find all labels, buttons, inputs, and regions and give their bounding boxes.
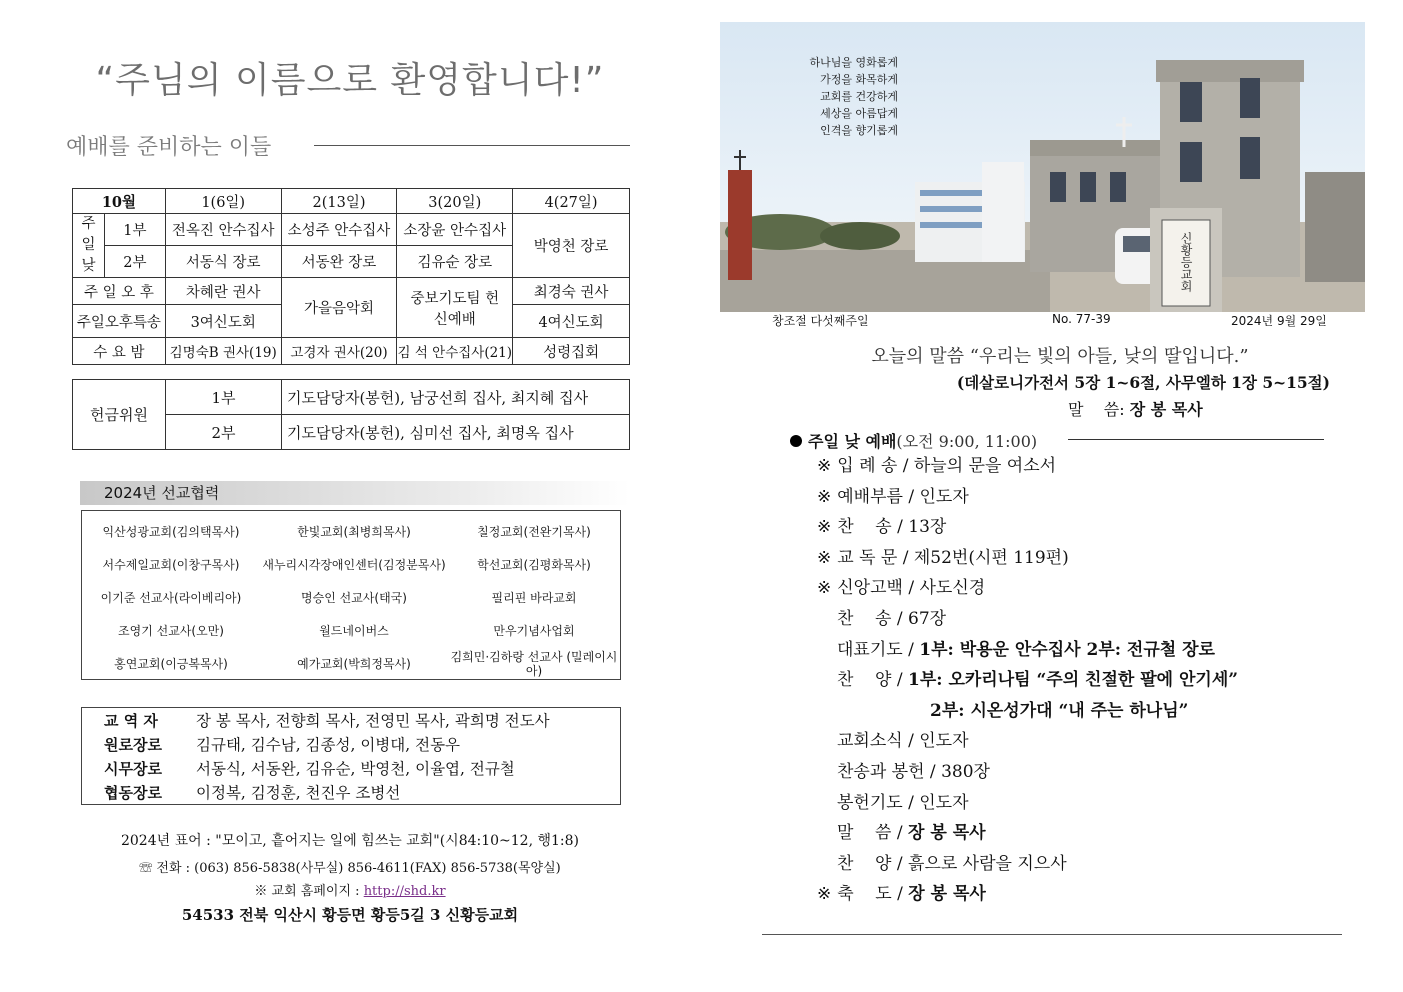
staff-names: 이정복, 김정훈, 천진우 조병선 (196, 784, 401, 802)
motto-line: 하나님을 영화롭게 (809, 56, 898, 69)
bullet-icon (790, 435, 802, 447)
sunday-label-char: 일 (81, 237, 96, 253)
order-item-name: 봉헌기도 (837, 792, 903, 813)
staff-label: 시무장로 (104, 760, 162, 778)
standing-mark: ※ (817, 456, 832, 476)
order-separator: / (902, 792, 920, 813)
order-item-name: 입 례 송 (837, 456, 898, 476)
worship-order-item (837, 729, 969, 753)
order-item-content: 사도신경 (919, 578, 986, 599)
week-header: 2(13일) (281, 189, 397, 214)
order-item-name: 대표기도 (837, 639, 903, 660)
order-separator: / (891, 670, 909, 691)
homepage-line (60, 880, 640, 899)
mission-partner: 새누리시각장애인센터(김정분목사) (262, 557, 446, 572)
offering-names: 기도담당자(봉헌), 남궁선희 집사, 최지혜 집사 (282, 380, 630, 415)
order-item-content: 인도자 (919, 731, 969, 752)
church-sign-text: 신황등교회 (1179, 232, 1193, 292)
staff-label: 협동장로 (104, 784, 162, 802)
worship-order-item (837, 638, 1215, 662)
motto-line: 세상을 아름답게 (820, 107, 898, 120)
schedule-cell: 중보기도팀 헌신예배 (397, 278, 513, 338)
mission-partner: 예가교회(박희정목사) (297, 656, 411, 671)
schedule-cell: 성령집회 (513, 338, 630, 365)
order-item-content: 1부: 오카리나팀 “주의 친절한 팔에 안기세” (908, 670, 1239, 691)
schedule-cell: 차혜란 권사 (165, 278, 281, 305)
schedule-cell: 소장윤 안수집사 (397, 214, 513, 246)
section-heading-preparers: 예배를 준비하는 이들 (66, 135, 272, 160)
motto-line: 인격을 향기롭게 (820, 124, 898, 137)
bottom-divider (762, 934, 1342, 935)
mission-partners-box (81, 510, 621, 680)
order-item-content: 380장 (941, 762, 990, 782)
mission-partner: 서수제일교회(이창구목사) (102, 557, 240, 572)
mission-partner: 칠정교회(전완기목사) (477, 524, 591, 539)
mission-partner: 조영기 선교사(오만) (118, 623, 224, 638)
order-separator: / (902, 578, 920, 599)
schedule-cell: 최경숙 권사 (513, 278, 630, 305)
order-separator: / (891, 517, 909, 538)
order-separator: / (891, 853, 909, 874)
schedule-cell: 김 석 안수집사(21) (397, 338, 513, 365)
service-time: (오전 9:00, 11:00) (896, 432, 1038, 451)
service-2-label: 2부 (104, 246, 165, 278)
service-1-label: 1부 (104, 214, 165, 246)
order-item-name: 찬 양 (837, 670, 892, 691)
bulletin-date: 2024년 9월 29일 (1231, 314, 1327, 328)
order-item-name: 찬송과 봉헌 (837, 762, 925, 782)
service-heading (790, 429, 1037, 452)
sermon-title: 오늘의 말씀 “우리는 빛의 아들, 낮의 딸입니다.” (871, 346, 1249, 367)
mission-partner: 학선교회(김평화목사) (477, 557, 591, 572)
schedule-cell: 가을음악회 (281, 278, 397, 338)
order-separator: / (891, 823, 909, 844)
preacher-label: 말 씀: (1068, 400, 1130, 419)
liturgical-season: 창조절 다섯째주일 (772, 314, 869, 328)
order-item-name: 교 독 문 (837, 547, 898, 568)
church-staff-box (81, 707, 621, 805)
worship-order-item (817, 546, 1069, 570)
church-address: 54533 전북 익산시 황등면 황등5길 3 신황등교회 (181, 906, 519, 924)
mission-heading: 2024년 선교협력 (104, 484, 220, 502)
special-song-label: 주일오후특송 (73, 305, 166, 338)
worship-order-item (837, 607, 946, 631)
wednesday-label: 수 요 밤 (73, 338, 166, 365)
mission-partner: 만우기념사업회 (493, 623, 575, 638)
preacher-line (1068, 397, 1203, 420)
worship-order-item (837, 852, 1067, 876)
standing-mark: ※ (817, 884, 832, 905)
offering-part: 2부 (166, 415, 282, 450)
order-separator: / (897, 547, 914, 568)
worship-order-item (837, 760, 990, 784)
offering-part: 1부 (166, 380, 282, 415)
heading-divider (314, 145, 630, 146)
worship-schedule-table (72, 188, 630, 365)
service-title: 주일 낮 예배 (808, 432, 897, 451)
mission-heading-bar (80, 481, 630, 505)
order-separator: / (902, 639, 920, 660)
order-item-content: 인도자 (919, 486, 969, 507)
staff-label: 교 역 자 (104, 712, 158, 730)
phone-info: ☏ 전화 : (063) 856-5838(사무실) 856-4611(FAX) 856-5738(목양실) (139, 861, 561, 876)
order-separator: / (902, 486, 920, 507)
sunday-label-char: 주 (81, 216, 96, 232)
yearly-motto: 2024년 표어 : "모이고, 흩어지는 일에 힘쓰는 교회"(시84:10~12, 행1:8) (120, 833, 580, 849)
staff-row (104, 757, 515, 781)
schedule-cell: 소성주 안수집사 (281, 214, 397, 246)
worship-order-item (837, 821, 986, 845)
order-item-content: 제52번(시편 119편) (913, 547, 1069, 568)
order-item-content: 2부: 시온성가대 “내 주는 하나님” (930, 700, 1189, 721)
worship-order-item (817, 454, 1056, 478)
scripture-reference: (데살로니가전서 5장 1~6절, 사무엘하 1장 5~15절) (956, 373, 1330, 392)
standing-mark: ※ (817, 578, 832, 599)
page-title: “주님의 이름으로 환영합니다!” (95, 60, 605, 101)
schedule-cell: 4여신도회 (513, 305, 630, 338)
offering-label: 헌금위원 (73, 380, 166, 450)
order-item-content: 장 봉 목사 (908, 823, 986, 844)
church-motto (770, 54, 898, 139)
worship-order-item (837, 791, 969, 815)
staff-names: 김규태, 김수남, 김종성, 이병대, 전동우 (196, 736, 461, 754)
schedule-cell: 서동완 장로 (281, 246, 397, 278)
schedule-cell: 박영천 장로 (513, 214, 630, 278)
homepage-label: ※ 교회 홈페이지 : (254, 884, 364, 899)
staff-row (104, 709, 550, 733)
order-item-name: 말 씀 (837, 823, 892, 844)
staff-row (104, 781, 400, 805)
staff-names: 서동식, 서동완, 김유순, 박영천, 이율엽, 전규철 (196, 760, 515, 778)
worship-order-item (930, 699, 1188, 723)
standing-mark: ※ (817, 517, 832, 538)
staff-row (104, 733, 460, 757)
mission-partner: 김희민·김하랑 선교사 (밀레이시아) (450, 649, 618, 678)
sunday-label (73, 214, 105, 278)
week-header: 4(27일) (513, 189, 630, 214)
homepage-link[interactable]: http://shd.kr (363, 884, 446, 899)
staff-label: 원로장로 (104, 736, 162, 754)
mission-partner: 익산성광교회(김의택목사) (102, 524, 240, 539)
preacher-name: 장 봉 목사 (1129, 400, 1203, 419)
mission-partner: 명승인 선교사(태국) (301, 590, 407, 605)
offering-committee-table (72, 379, 630, 450)
order-separator: / (924, 762, 942, 782)
order-item-content: 1부: 박용운 안수집사 2부: 전규철 장로 (919, 639, 1215, 660)
schedule-cell: 3여신도회 (165, 305, 281, 338)
worship-order-item (817, 485, 969, 509)
worship-order-item (817, 576, 985, 600)
mission-partner: 한빛교회(최병희목사) (297, 524, 411, 539)
order-item-name: 찬 송 (837, 609, 892, 629)
schedule-cell: 김명숙B 권사(19) (165, 338, 281, 365)
sunday-label-char: 낮 (81, 258, 96, 274)
order-item-name: 예배부름 (837, 486, 903, 507)
order-item-name: 교회소식 (837, 731, 903, 752)
order-separator: / (891, 884, 909, 905)
order-item-content: 장 봉 목사 (908, 884, 986, 905)
mission-partner: 월드네이버스 (319, 623, 389, 638)
worship-order-item (817, 882, 986, 906)
schedule-cell: 고경자 권사(20) (281, 338, 397, 365)
standing-mark: ※ (817, 547, 832, 568)
standing-mark: ※ (817, 486, 832, 507)
order-item-name: 찬 송 (837, 517, 892, 538)
offering-names: 기도담당자(봉헌), 심미선 집사, 최명옥 집사 (282, 415, 630, 450)
order-separator: / (891, 609, 909, 629)
order-item-content: 하늘의 문을 여소서 (913, 456, 1057, 476)
motto-line: 교회를 건강하게 (820, 90, 898, 103)
staff-names: 장 봉 목사, 전향희 목사, 전영민 목사, 곽희명 전도사 (196, 712, 550, 730)
schedule-cell: 김유순 장로 (397, 246, 513, 278)
week-header: 1(6일) (165, 189, 281, 214)
worship-order-item (837, 668, 1238, 692)
schedule-cell: 서동식 장로 (165, 246, 281, 278)
order-item-content: 인도자 (919, 792, 969, 813)
order-item-name: 찬 양 (837, 853, 892, 874)
issue-number: No. 77-39 (1052, 312, 1111, 326)
mission-partner: 필리핀 바라교회 (491, 590, 577, 605)
order-separator: / (897, 456, 914, 476)
motto-line: 가정을 화목하게 (820, 73, 898, 86)
mission-partner: 홍연교회(이긍복목사) (114, 656, 228, 671)
order-separator: / (902, 731, 920, 752)
worship-order-item (817, 515, 946, 539)
mission-partner: 이기준 선교사(라이베리아) (100, 590, 242, 605)
month-header: 10월 (73, 189, 166, 214)
order-item-name: 축 도 (837, 884, 892, 905)
order-item-content: 13장 (908, 517, 947, 538)
order-item-name: 신앙고백 (837, 578, 903, 599)
service-divider (1068, 439, 1324, 440)
schedule-cell: 전옥진 안수집사 (165, 214, 281, 246)
afternoon-label: 주 일 오 후 (73, 278, 166, 305)
week-header: 3(20일) (397, 189, 513, 214)
order-item-content: 67장 (908, 609, 947, 629)
order-item-content: 흙으로 사람을 지으사 (908, 853, 1067, 874)
